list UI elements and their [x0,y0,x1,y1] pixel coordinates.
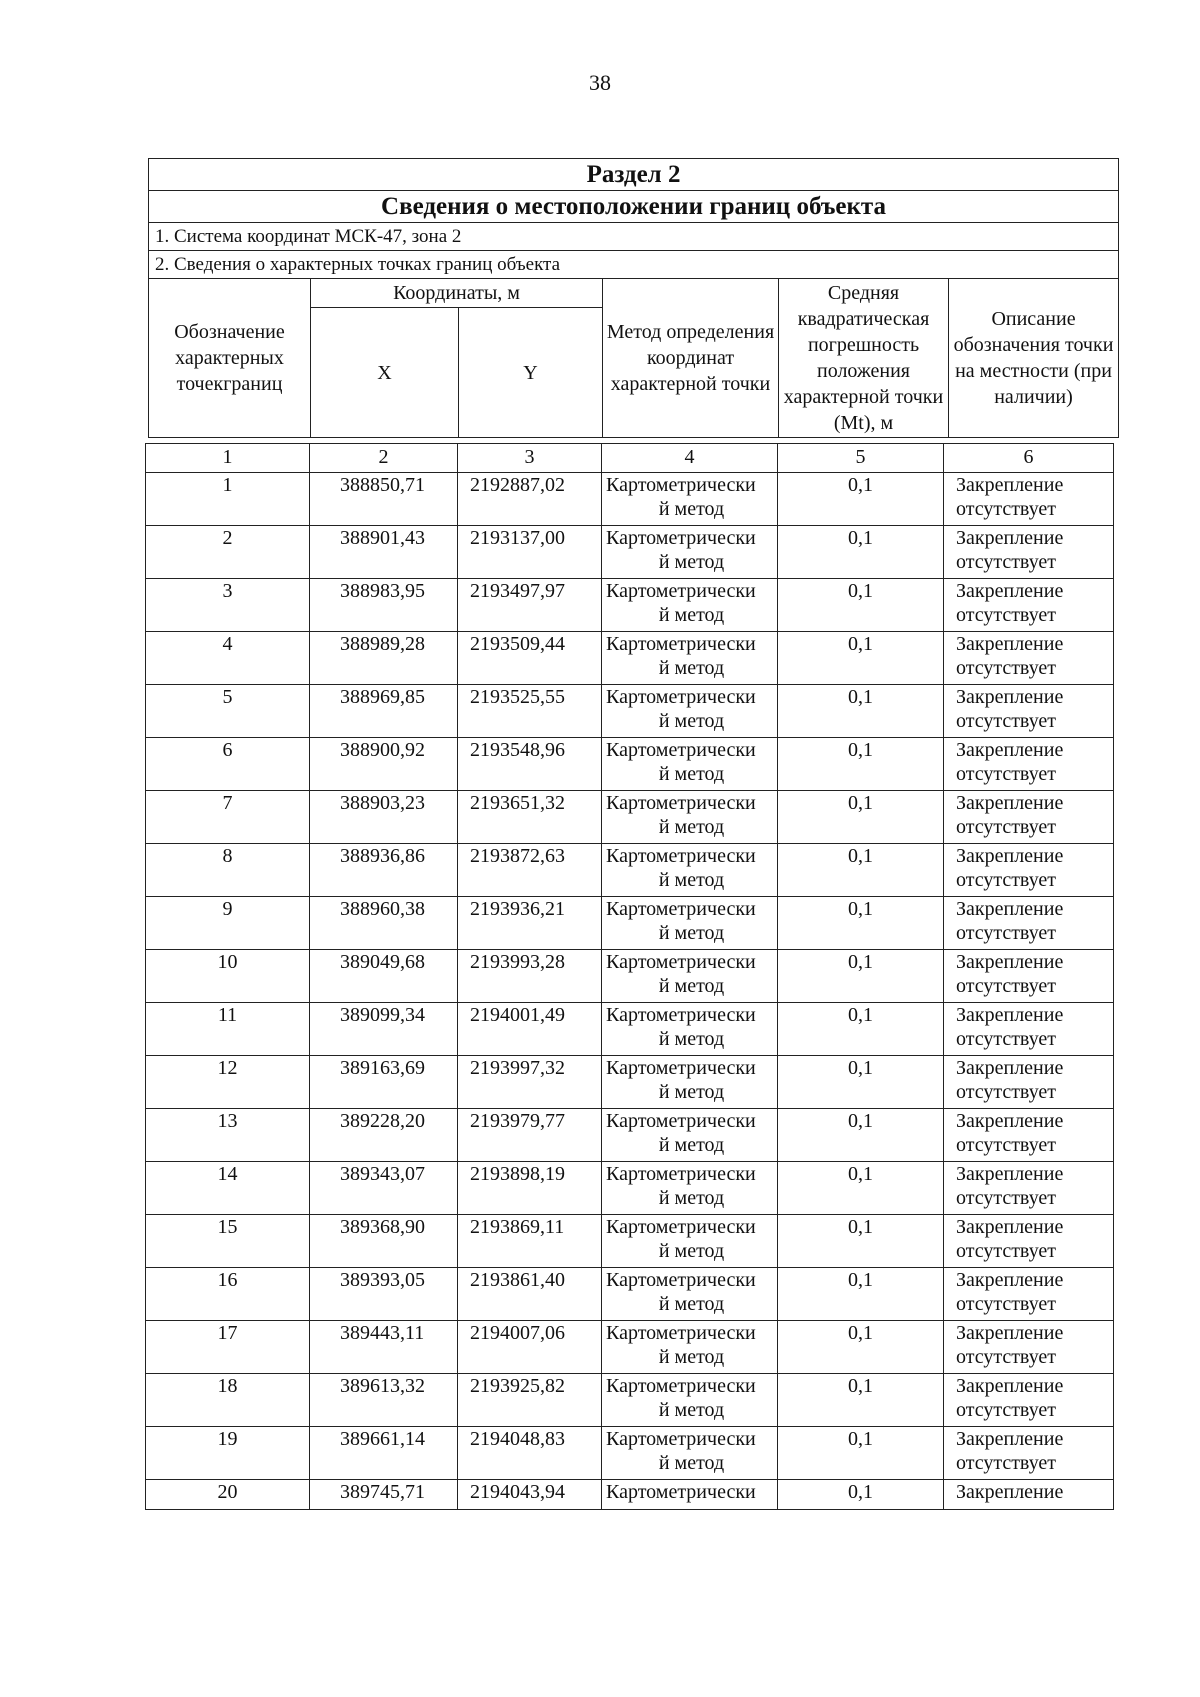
description-line: отсутствует [956,1081,1057,1103]
method-cell [602,791,778,844]
description-line: отсутствует [956,1240,1057,1262]
description-cell [944,1056,1114,1109]
method-cell [602,1162,778,1215]
column-number: 2 [310,444,458,473]
coordinate-x: 388850,71 [310,473,458,526]
coordinate-x: 389049,68 [310,950,458,1003]
table-row [146,579,1114,632]
description-line: отсутствует [956,869,1057,891]
point-number: 1 [146,473,310,526]
coordinate-y: 2193979,77 [458,1109,602,1162]
method-cell [602,738,778,791]
description-line: Закрепление [956,1269,1064,1291]
method-cell [602,950,778,1003]
method-line: Картометрически [606,474,756,496]
method-cell [602,1321,778,1374]
method-cell [602,897,778,950]
error-value: 0,1 [778,897,944,950]
method-line: й метод [658,551,725,573]
table-row [146,526,1114,579]
description-line: Закрепление [956,1216,1064,1238]
method-line: й метод [658,1346,725,1368]
coordinate-x: 388903,23 [310,791,458,844]
error-value: 0,1 [778,1215,944,1268]
column-number: 3 [458,444,602,473]
coordinate-x: 388960,38 [310,897,458,950]
method-line: й метод [658,869,725,891]
method-cell [602,1056,778,1109]
method-line: й метод [658,657,725,679]
method-line: Картометрически [606,951,756,973]
description-cell [944,579,1114,632]
coordinate-y: 2192887,02 [458,473,602,526]
method-line: й метод [658,710,725,732]
point-number: 12 [146,1056,310,1109]
description-line: отсутствует [956,1187,1057,1209]
coordinate-y: 2193861,40 [458,1268,602,1321]
coordinate-y: 2193925,82 [458,1374,602,1427]
method-line: Картометрически [606,1428,756,1450]
error-value: 0,1 [778,1480,944,1510]
coordinate-y: 2193993,28 [458,950,602,1003]
method-line: Картометрически [606,1110,756,1132]
description-cell [944,738,1114,791]
description-line: отсутствует [956,1293,1057,1315]
description-line: Закрепление [956,845,1064,867]
method-line: Картометрически [606,1216,756,1238]
coordinate-y: 2193497,97 [458,579,602,632]
coordinate-x: 388989,28 [310,632,458,685]
coordinate-x: 388936,86 [310,844,458,897]
coordinate-x: 388901,43 [310,526,458,579]
point-number: 9 [146,897,310,950]
coordinate-y: 2193509,44 [458,632,602,685]
description-cell [944,844,1114,897]
coordinate-y: 2194043,94 [458,1480,602,1510]
characteristic-points-line: 2. Сведения о характерных точках границ объекта [149,251,1119,279]
method-line: Картометрически [606,1481,756,1503]
column-number: 4 [602,444,778,473]
table-row [146,1480,1114,1510]
method-line: Картометрически [606,898,756,920]
error-value: 0,1 [778,1321,944,1374]
point-number: 16 [146,1268,310,1321]
header-y: Y [459,308,603,438]
description-cell [944,897,1114,950]
column-number-row [146,444,1114,473]
header-coordinates: Координаты, м [311,279,603,308]
description-line: Закрепление [956,898,1064,920]
method-line: Картометрически [606,527,756,549]
table-row [146,1056,1114,1109]
error-value: 0,1 [778,1268,944,1321]
description-cell [944,1268,1114,1321]
method-cell [602,1427,778,1480]
description-line: отсутствует [956,1399,1057,1421]
error-value: 0,1 [778,473,944,526]
description-cell [944,1109,1114,1162]
coordinate-y: 2193651,32 [458,791,602,844]
error-value: 0,1 [778,1162,944,1215]
description-line: Закрепление [956,1057,1064,1079]
point-number: 17 [146,1321,310,1374]
description-line: отсутствует [956,710,1057,732]
table-row [146,950,1114,1003]
method-line: й метод [658,816,725,838]
error-value: 0,1 [778,950,944,1003]
description-cell [944,1162,1114,1215]
description-line: отсутствует [956,604,1057,626]
coordinate-y: 2194007,06 [458,1321,602,1374]
method-line: Картометрически [606,580,756,602]
table-row [146,1321,1114,1374]
method-line: й метод [658,922,725,944]
method-cell [602,685,778,738]
coordinate-x: 389228,20 [310,1109,458,1162]
coordinate-x: 389613,32 [310,1374,458,1427]
description-line: Закрепление [956,1110,1064,1132]
point-number: 15 [146,1215,310,1268]
description-line: Закрепление [956,474,1064,496]
header-x: X [311,308,459,438]
method-line: Картометрически [606,1163,756,1185]
error-value: 0,1 [778,632,944,685]
method-line: й метод [658,763,725,785]
header-description: Описание обозначения точки на местности (при наличии) [949,279,1119,438]
section-header-table [148,158,1119,438]
method-cell [602,1480,778,1510]
table-row [146,1427,1114,1480]
description-line: Закрепление [956,527,1064,549]
description-line: отсутствует [956,1028,1057,1050]
table-row [146,1109,1114,1162]
table-row [146,1162,1114,1215]
description-cell [944,473,1114,526]
method-cell [602,1003,778,1056]
coordinate-x: 389393,05 [310,1268,458,1321]
description-line: отсутствует [956,1452,1057,1474]
method-cell [602,526,778,579]
point-number: 6 [146,738,310,791]
method-cell [602,844,778,897]
method-line: Картометрически [606,633,756,655]
table-row [146,685,1114,738]
error-value: 0,1 [778,1056,944,1109]
description-line: Закрепление [956,792,1064,814]
description-line: отсутствует [956,763,1057,785]
method-cell [602,1215,778,1268]
column-number: 6 [944,444,1114,473]
point-number: 5 [146,685,310,738]
table-row [146,1374,1114,1427]
coordinate-x: 388900,92 [310,738,458,791]
method-line: й метод [658,1240,725,1262]
point-number: 2 [146,526,310,579]
point-number: 11 [146,1003,310,1056]
table-row [146,1268,1114,1321]
method-line: Картометрически [606,792,756,814]
coordinate-y: 2194001,49 [458,1003,602,1056]
method-line: й метод [658,1081,725,1103]
point-number: 10 [146,950,310,1003]
description-cell [944,1480,1114,1510]
method-line: й метод [658,604,725,626]
coordinates-table-body [146,444,1114,1510]
coordinate-x: 389745,71 [310,1480,458,1510]
description-cell [944,950,1114,1003]
method-cell [602,1109,778,1162]
table-row [146,738,1114,791]
coordinate-y: 2193898,19 [458,1162,602,1215]
coordinate-x: 389343,07 [310,1162,458,1215]
page-number: 38 [589,70,611,95]
method-line: й метод [658,1028,725,1050]
header-point-designation: Обозначение характерных точекграниц [149,279,311,438]
error-value: 0,1 [778,844,944,897]
point-number: 4 [146,632,310,685]
error-value: 0,1 [778,685,944,738]
description-cell [944,1374,1114,1427]
description-line: отсутствует [956,657,1057,679]
point-number: 20 [146,1480,310,1510]
column-number: 1 [146,444,310,473]
point-number: 8 [146,844,310,897]
description-line: отсутствует [956,922,1057,944]
description-line: Закрепление [956,580,1064,602]
description-line: Закрепление [956,1004,1064,1026]
method-cell [602,579,778,632]
error-value: 0,1 [778,1003,944,1056]
coordinate-y: 2193137,00 [458,526,602,579]
description-cell [944,791,1114,844]
method-cell [602,473,778,526]
point-number: 7 [146,791,310,844]
coordinate-x: 389163,69 [310,1056,458,1109]
description-line: отсутствует [956,1134,1057,1156]
description-line: Закрепление [956,633,1064,655]
coordinate-x: 389368,90 [310,1215,458,1268]
description-line: Закрепление [956,1163,1064,1185]
section-title: Раздел 2 [149,159,1119,191]
method-cell [602,632,778,685]
coordinate-y: 2193525,55 [458,685,602,738]
method-cell [602,1268,778,1321]
method-line: й метод [658,1293,725,1315]
method-line: й метод [658,1452,725,1474]
error-value: 0,1 [778,526,944,579]
coordinate-x: 389661,14 [310,1427,458,1480]
method-line: Картометрически [606,1269,756,1291]
method-line: й метод [658,1134,725,1156]
point-number: 13 [146,1109,310,1162]
method-cell [602,1374,778,1427]
table-row [146,844,1114,897]
point-number: 3 [146,579,310,632]
method-line: Картометрически [606,739,756,761]
header-method: Метод определения координат характерной точки [603,279,779,438]
table-row [146,897,1114,950]
description-line: отсутствует [956,498,1057,520]
method-line: й метод [658,975,725,997]
description-line: Закрепление [956,1428,1064,1450]
coordinate-y: 2193872,63 [458,844,602,897]
coordinate-system-line: 1. Система координат МСК-47, зона 2 [149,223,1119,251]
coordinate-y: 2193869,11 [458,1215,602,1268]
description-line: Закрепление [956,1322,1064,1344]
error-value: 0,1 [778,738,944,791]
description-cell [944,1215,1114,1268]
method-line: Картометрически [606,1004,756,1026]
description-cell [944,526,1114,579]
description-line: Закрепление [956,686,1064,708]
error-value: 0,1 [778,1427,944,1480]
error-value: 0,1 [778,1374,944,1427]
description-cell [944,1003,1114,1056]
method-line: Картометрически [606,845,756,867]
table-row [146,1215,1114,1268]
method-line: Картометрически [606,1375,756,1397]
method-line: Картометрически [606,1322,756,1344]
error-value: 0,1 [778,1109,944,1162]
header-error: Средняя квадратическая погрешность положения характерной точки (Mt), м [779,279,949,438]
description-line: отсутствует [956,816,1057,838]
description-cell [944,632,1114,685]
coordinate-y: 2194048,83 [458,1427,602,1480]
description-line: отсутствует [956,551,1057,573]
coordinate-y: 2193936,21 [458,897,602,950]
method-line: й метод [658,1187,725,1209]
method-line: Картометрически [606,1057,756,1079]
error-value: 0,1 [778,579,944,632]
coordinate-x: 388983,95 [310,579,458,632]
coordinate-y: 2193997,32 [458,1056,602,1109]
description-line: отсутствует [956,975,1057,997]
coordinate-x: 389099,34 [310,1003,458,1056]
table-row [146,1003,1114,1056]
table-row [146,632,1114,685]
point-number: 18 [146,1374,310,1427]
description-line: Закрепление [956,951,1064,973]
point-number: 19 [146,1427,310,1480]
coordinate-y: 2193548,96 [458,738,602,791]
coordinate-x: 389443,11 [310,1321,458,1374]
description-line: Закрепление [956,1375,1064,1397]
method-line: й метод [658,1399,725,1421]
description-cell [944,1427,1114,1480]
description-line: Закрепление [956,1481,1064,1503]
description-line: отсутствует [956,1346,1057,1368]
point-number: 14 [146,1162,310,1215]
error-value: 0,1 [778,791,944,844]
description-line: Закрепление [956,739,1064,761]
section-subtitle: Сведения о местоположении границ объекта [149,191,1119,223]
method-line: й метод [658,498,725,520]
table-row [146,473,1114,526]
description-cell [944,1321,1114,1374]
column-number: 5 [778,444,944,473]
table-row [146,791,1114,844]
description-cell [944,685,1114,738]
coordinates-table [145,443,1114,1510]
coordinate-x: 388969,85 [310,685,458,738]
method-line: Картометрически [606,686,756,708]
